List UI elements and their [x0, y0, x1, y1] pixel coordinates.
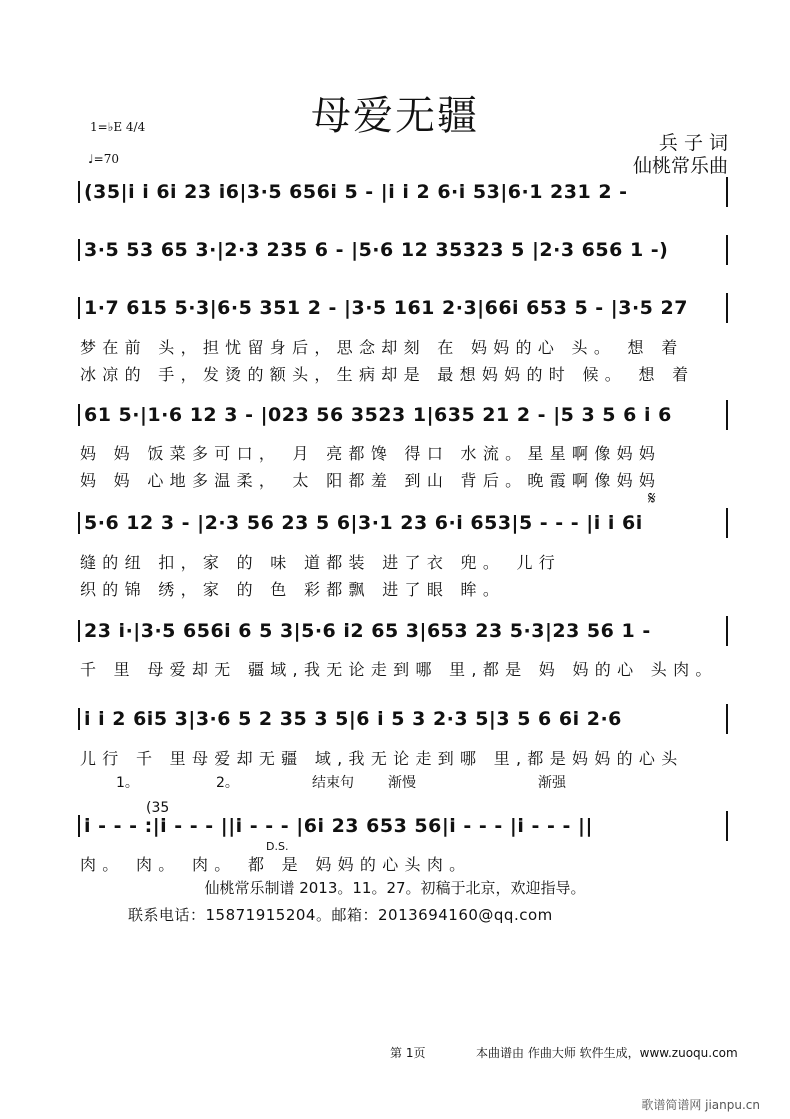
lyric-line-3: 妈 妈 饭菜多可口， 月 亮都馋 得口 水流。星星啊像妈妈: [80, 444, 662, 463]
footer-contact: 联系电话：15871915204。邮箱：2013694160@qq.com: [128, 906, 553, 924]
lyric-line-1: 梦在前 头，担忧留身后，思念却刻 在 妈妈的心 头。 想 着: [80, 338, 684, 357]
footer-credit: 仙桃常乐制谱 2013。11。27。初稿于北京，欢迎指导。: [204, 879, 586, 897]
staff-line-8: i - - - :|i - - - ||i - - - |6i 23 653 56|i - - - |i - - - ||: [78, 815, 728, 837]
lyric-line-5: 缝的纽 扣，家 的 味 道都装 进了衣 兜。 儿行: [80, 553, 562, 572]
staff-line-5: 5·6 12 3 - |2·3 56 23 5 6|3·1 23 6·i 653|5 - - - |i i 6i: [78, 512, 728, 534]
page-number: 第 1页: [390, 1046, 426, 1060]
coda-label: 结束句: [312, 775, 354, 791]
lyric-line-2: 冰凉的 手，发烫的额头，生病却是 最想妈妈的时 候。 想 着: [80, 365, 695, 384]
lyric-line-8: 儿行 千 里母爱却无疆 域,我无论走到哪 里,都是妈妈的心头: [80, 749, 684, 768]
staff-line-3: 1·7 615 5·3|6·5 351 2 - |3·5 161 2·3|66i 653 5 - |3·5 27: [78, 297, 728, 319]
generator-note: 本曲谱由 作曲大师 软件生成，www.zuoqu.com: [476, 1046, 738, 1060]
staff-line-4: 61 5·|1·6 12 3 - |023 56 3523 1|635 21 2 - |5 3 5 6 i 6: [78, 404, 728, 426]
ds-marking: D.S.: [266, 840, 289, 853]
lyric-line-4: 妈 妈 心地多温柔， 太 阳都羞 到山 背后。晚霞啊像妈妈: [80, 471, 662, 490]
staff-line-2: 3·5 53 65 3·|2·3 235 6 - |5·6 12 35323 5 |2·3 656 1 -): [78, 239, 728, 261]
tempo-marking: ♩=70: [88, 152, 119, 166]
site-watermark: 歌谱简谱网 jianpu.cn: [641, 1098, 760, 1112]
segno-icon: 𝄋: [648, 488, 656, 509]
ritardando-label: 渐慢: [388, 775, 416, 791]
lyric-line-9: 肉。 肉。 肉。 都 是 妈妈的心头肉。: [80, 855, 472, 874]
first-ending-label: 1。: [116, 775, 139, 791]
key-signature: 1=♭E 4/4: [90, 120, 146, 134]
lyric-line-6: 织的锦 绣，家 的 色 彩都飘 进了眼 眸。: [80, 580, 506, 599]
lyric-line-7: 千 里 母爱却无 疆域,我无论走到哪 里,都是 妈 妈的心 头肉。: [80, 660, 718, 679]
staff-line-7: i i 2 6i5 3|3·6 5 2 35 3 5|6 i 5 3 2·3 5|3 5 6 6i 2·6: [78, 708, 728, 730]
lyricist-credit: 兵 子 词: [658, 132, 728, 154]
staff-line-6: 23 i·|3·5 656i 6 5 3|5·6 i2 65 3|653 23 5·3|23 56 1 -: [78, 620, 728, 642]
crescendo-label: 渐强: [538, 775, 566, 791]
pickup-label: (35: [146, 800, 170, 816]
page-title: 母爱无疆: [311, 93, 479, 139]
staff-line-1: (35|i i 6i 23 i6|3·5 656i 5 - |i i 2 6·i 53|6·1 231 2 -: [78, 181, 728, 203]
second-ending-label: 2。: [216, 775, 239, 791]
composer-credit: 仙桃常乐曲: [632, 155, 728, 177]
